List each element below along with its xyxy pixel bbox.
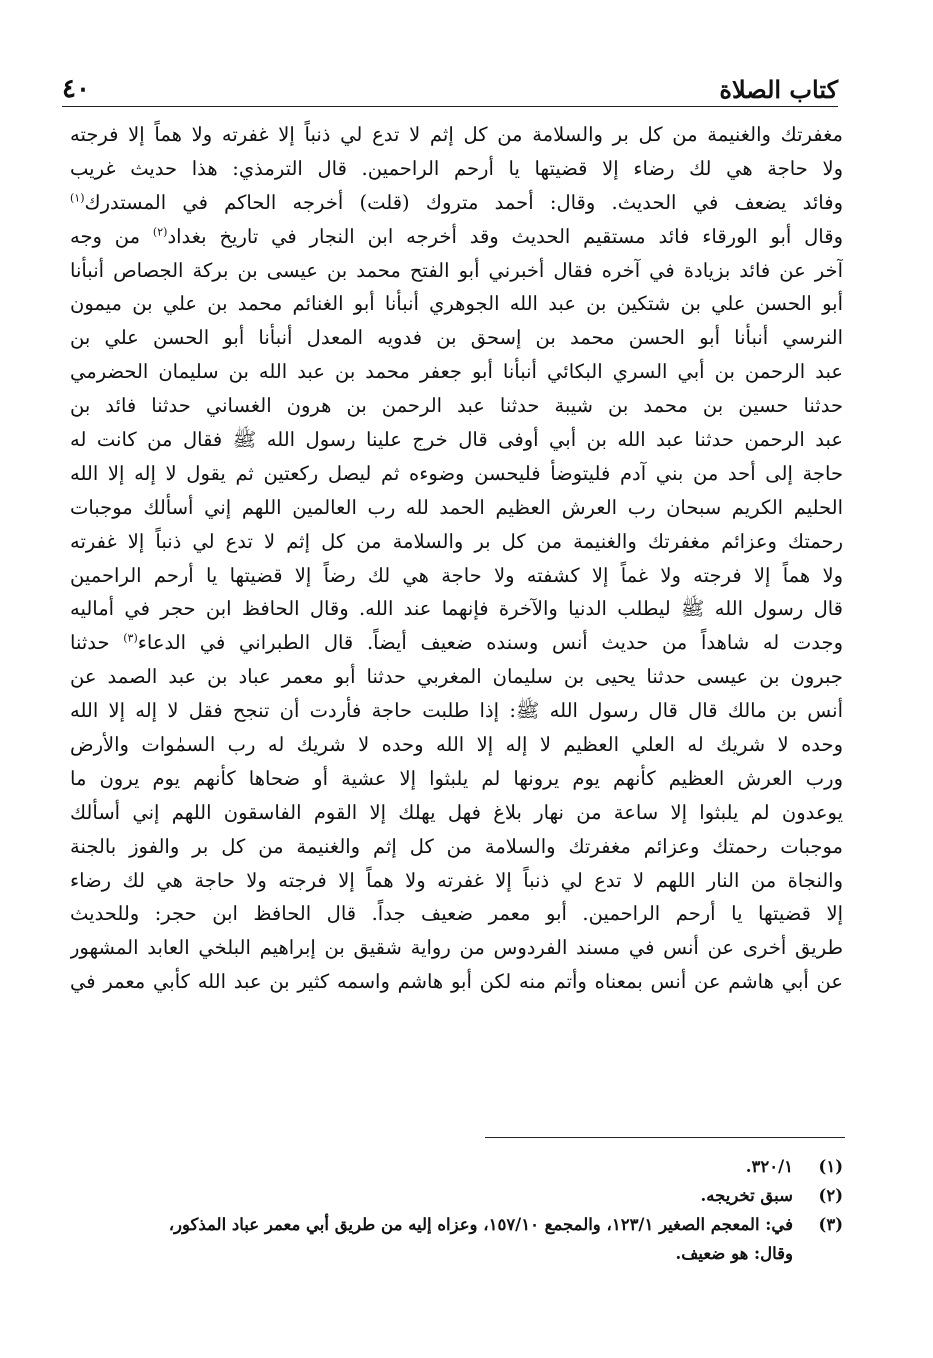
text-line: ولا هماً إلا فرجته ولا غماً إلا كشفته ولا حاجة هي لك رضاً إلا قضيتها يا أرحم الراحمين [70,563,843,587]
text-line: عن أبي هاشم عن أنس بمعناه وأتم منه لكن أبو هاشم واسمه كثير بن عبد الله كأبي معمر في [70,970,843,994]
text-line: وحده لا شريك له العلي العظيم لا إله إلا الله وحده لا شريك له رب السمٰوات والأرض [70,733,843,757]
main-text [70,118,843,999]
text-line: عبد الرحمن حدثنا عبد الله بن أبي أوفى قال خرج علينا رسول الله ﷺ فقال من كانت له [70,428,843,452]
text-line: مغفرتك والغنيمة من كل بر والسلامة من كل إثم لا تدع لي ذنباً إلا غفرته ولا هماً إلا فرجته [70,123,843,146]
footnotes [70,1152,843,1268]
footnote-number: (٢) [818,1186,843,1205]
running-title: كتاب الصلاة [719,75,838,104]
text-line: ورب العرش العظيم كأنهم يوم يرونها لم يلبثوا إلا عشية أو ضحاها كأنهم يوم يرون ما [70,766,843,790]
text-line: يوعدون لم يلبثوا إلا ساعة من نهار بلاغ فهل يهلك إلا القوم الفاسقون اللهم إني أسألك [70,800,843,824]
text-line: أبو الحسن علي بن شتكين بن عبد الله الجوهري أنبأنا أبو الغنائم محمد بن علي بن ميمون [70,292,843,316]
text-line: والنجاة من النار اللهم لا تدع لي ذنباً إلا غفرته ولا هماً إلا فرجته ولا حاجة هي لك رضاء [70,868,843,892]
footnote-ref: (٢) [152,225,168,239]
text-line: رحمتك وعزائم مغفرتك والغنيمة من كل بر والسلامة من كل إثم لا تدع لي ذنباً إلا غفرته [70,529,843,553]
footnote-text: سبق تخريجه. [700,1186,793,1205]
text-line: وجدت له شاهداً من حديث أنس وسنده ضعيف أيضاً. قال الطبراني في الدعاء$^{(٣)}$ حدثنا [70,631,843,655]
text-line: جبرون بن عيسى حدثنا يحيى بن سليمان المغربي حدثنا أبو معمر عباد بن عبد الصمد عن [70,665,843,689]
page-number: ٤٠ [62,74,90,104]
footnote-number: (٣) [818,1215,843,1234]
footnote-number: (١) [818,1157,843,1176]
text-line: أنس بن مالك قال قال رسول الله ﷺ: إذا طلبت حاجة فأردت أن تنجح فقل لا إله إلا الله [70,699,843,723]
footnote [70,1152,843,1181]
text-line: حاجة إلى أحد من بني آدم فليتوضأ فليحسن وضوءه ثم ليصل ركعتين ثم يقول لا إله إلا الله [70,461,843,485]
text-line: عبد الرحمن بن أبي السري البكائي أنبأنا أبو جعفر محمد بن عبد الله بن سليمان الحضرمي [70,360,843,384]
footnote-ref: (٣) [123,631,138,645]
footnote [70,1210,843,1239]
footnote-continuation: وقال: هو ضعيف. [675,1244,793,1263]
footnote-divider [485,1137,845,1138]
text-line: طريق أخرى عن أنس في مسند الفردوس من رواية شقيق بن إبراهيم البلخي العابد المشهور [70,936,843,960]
footnote-text: ٣٢٠/١. [745,1157,793,1176]
text-line: قال رسول الله ﷺ ليطلب الدنيا والآخرة فإنهما عند الله. وقال الحافظ ابن حجر في أماليه [70,597,843,621]
text-line: وقال أبو الورقاء فائد مستقيم الحديث وقد أخرجه ابن النجار في تاريخ بغداد$^{(٢)}$ من وجه [70,224,843,248]
page-header [62,58,838,107]
text-line: ولا حاجة هي لك رضاء إلا قضيتها يا أرحم الراحمين. قال الترمذي: هذا حديث غريب [70,156,843,180]
text-line: إلا قضيتها يا أرحم الراحمين. أبو معمر ضعيف جداً. قال الحافظ ابن حجر: وللحديث [70,902,843,926]
footnote [70,1181,843,1210]
text-line: الحليم الكريم سبحان رب العرش العظيم الحمد لله رب العالمين اللهم إني أسألك موجبات [70,495,843,519]
text-line: موجبات رحمتك وعزائم مغفرتك والسلامة من كل إثم والغنيمة من كل بر والفوز بالجنة [70,834,843,858]
text-line: النرسي أنبأنا أبو الحسن محمد بن إسحق بن فدويه المعدل أنبأنا أبو الحسن علي بن [70,326,843,350]
footnote-ref: (١) [70,191,85,205]
text-line: حدثنا حسين بن محمد بن شيبة حدثنا عبد الرحمن بن هرون الغساني حدثنا فائد بن [70,394,843,418]
text-line: آخر عن فائد بزيادة في آخره فقال أخبرني أبو الفتح محمد بن عيسى بن بركة الجصاص أنبأنا [70,258,843,282]
footnote-text: في: المعجم الصغير ١٢٣/١، والمجمع ١٥٧/١٠، وعزاه إليه من طريق أبي معمر عباد المذكور، [168,1215,793,1234]
text-line: وفائد يضعف في الحديث. وقال: أحمد متروك (قلت) أخرجه الحاكم في المستدرك$^{(١)}$ [70,190,843,214]
